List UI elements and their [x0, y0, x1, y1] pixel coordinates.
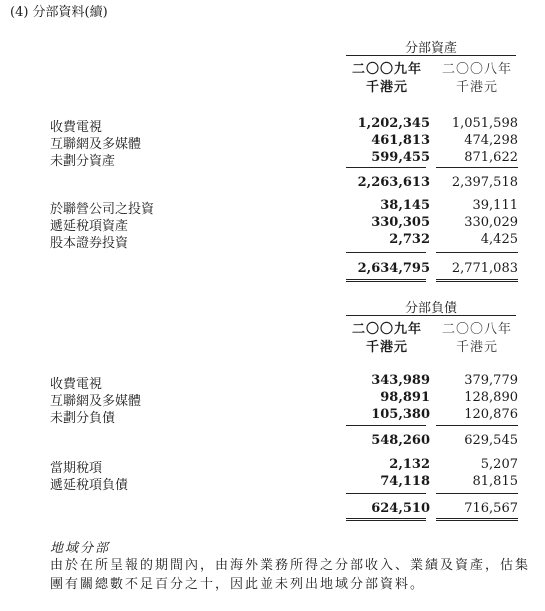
assets-row-label: 遞延稅項資產 — [50, 219, 129, 234]
liabilities-row-current: 105,380 — [371, 407, 430, 422]
liabilities-row-prior: 81,815 — [472, 474, 518, 489]
liabilities-unit-current: 千港元 — [365, 340, 408, 355]
assets-year-current: 二〇〇九年 — [351, 62, 422, 77]
assets-unit-prior: 千港元 — [455, 80, 498, 95]
liabilities-unit-prior: 千港元 — [455, 340, 498, 355]
liabilities-row-label: 收費電視 — [50, 377, 103, 392]
assets-row-current: 1,202,345 — [357, 116, 430, 131]
liabilities-row-current: 2,132 — [389, 457, 430, 472]
assets-title: 分部資產 — [404, 41, 457, 56]
liabilities-total-double-rule-prior — [436, 518, 518, 521]
liabilities-row-current: 98,891 — [380, 390, 430, 405]
liabilities-year-prior: 二〇〇八年 — [441, 322, 512, 337]
liabilities-row-prior: 120,876 — [464, 407, 518, 422]
assets-row-prior: 39,111 — [472, 198, 518, 213]
liabilities-row-current: 74,118 — [380, 474, 430, 489]
liabilities-row-label: 當期稅項 — [50, 461, 103, 476]
assets-unit-current: 千港元 — [365, 80, 408, 95]
assets-total-prior: 2,771,083 — [451, 261, 518, 276]
geographic-segment-title: 地域分部 — [50, 541, 111, 556]
liabilities-total-rule-prior — [436, 493, 518, 494]
section-heading: (4) 分部資料(續) — [10, 5, 108, 20]
assets-row-current: 599,455 — [371, 150, 430, 165]
liabilities-row-prior: 128,890 — [464, 390, 518, 405]
assets-subtotal-rule-current — [346, 167, 426, 168]
liabilities-subtotal-current: 548,260 — [371, 433, 430, 448]
liabilities-total-current: 624,510 — [371, 501, 430, 516]
assets-row-label: 互聯網及多媒體 — [50, 137, 142, 152]
assets-row-label: 收費電視 — [50, 120, 103, 135]
assets-row-prior: 1,051,598 — [451, 116, 518, 131]
assets-total-current: 2,634,795 — [357, 261, 430, 276]
liabilities-total-double-rule-current — [346, 518, 426, 521]
liabilities-row-prior: 379,779 — [464, 373, 518, 388]
assets-subtotal-current: 2,263,613 — [357, 175, 430, 190]
assets-subtotal-rule-prior — [436, 167, 518, 168]
assets-row-prior: 4,425 — [480, 232, 518, 247]
liabilities-year-current: 二〇〇九年 — [351, 322, 422, 337]
liabilities-row-prior: 5,207 — [480, 457, 518, 472]
assets-title-rule — [346, 55, 516, 56]
liabilities-row-label: 互聯網及多媒體 — [50, 394, 142, 409]
assets-row-label: 股本證券投資 — [50, 236, 129, 251]
assets-row-current: 330,305 — [371, 215, 430, 230]
assets-total-rule-current — [346, 252, 426, 253]
assets-subtotal-prior: 2,397,518 — [451, 175, 518, 190]
liabilities-row-label: 未劃分負債 — [50, 411, 116, 426]
liabilities-title: 分部負債 — [404, 301, 457, 316]
liabilities-subtotal-rule-current — [346, 425, 426, 426]
assets-row-current: 461,813 — [371, 133, 430, 148]
liabilities-subtotal-rule-prior — [436, 425, 518, 426]
assets-row-current: 2,732 — [389, 232, 430, 247]
liabilities-total-prior: 716,567 — [464, 501, 518, 516]
liabilities-row-label: 遞延稅項負債 — [50, 478, 129, 493]
assets-row-label: 未劃分資產 — [50, 154, 116, 169]
liabilities-title-rule — [346, 315, 516, 316]
liabilities-total-rule-current — [346, 493, 426, 494]
assets-row-prior: 474,298 — [464, 133, 518, 148]
assets-total-rule-prior — [436, 252, 518, 253]
assets-total-double-rule-current — [346, 279, 426, 282]
assets-row-prior: 330,029 — [464, 215, 518, 230]
liabilities-subtotal-prior: 629,545 — [464, 433, 518, 448]
liabilities-row-current: 343,989 — [371, 373, 430, 388]
assets-total-double-rule-prior — [436, 279, 518, 282]
assets-row-prior: 871,622 — [464, 150, 518, 165]
geographic-segment-text: 由於在所呈報的期間內，由海外業務所得之分部收入、業績及資產，估集團有關總數不足百分之十，因此並未列出地域分部資料。 — [50, 558, 531, 592]
assets-row-current: 38,145 — [380, 198, 430, 213]
assets-year-prior: 二〇〇八年 — [441, 62, 512, 77]
assets-row-label: 於聯營公司之投資 — [50, 202, 155, 217]
